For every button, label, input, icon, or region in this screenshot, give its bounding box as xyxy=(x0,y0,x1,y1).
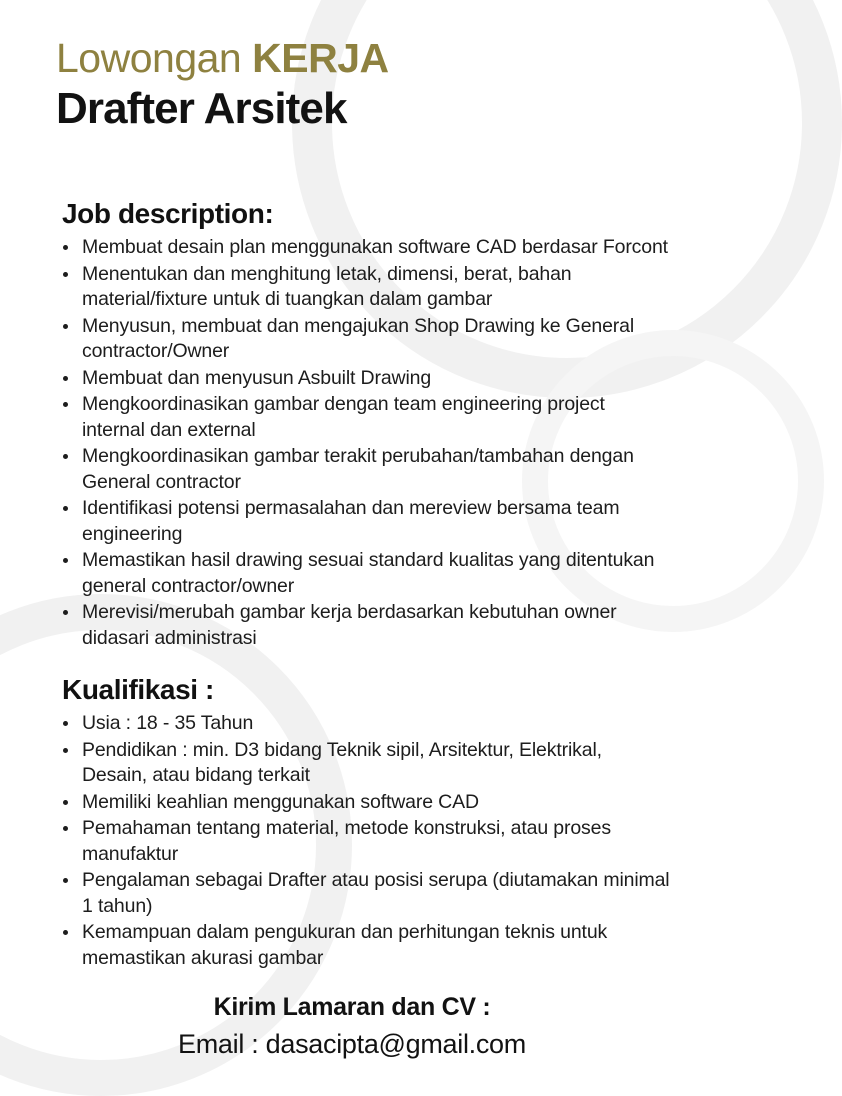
list-item: Mengkoordinasikan gambar terakit perubahan/tambahan dengan General contractor xyxy=(62,444,670,495)
list-item: Usia : 18 - 35 Tahun xyxy=(62,711,670,737)
job-description-section xyxy=(0,197,704,651)
contact-email-text: Email : dasacipta@gmail.com xyxy=(178,1029,526,1059)
list-item: Menentukan dan menghitung letak, dimensi, berat, bahan material/fixture untuk di tuangkan dalam gambar xyxy=(62,262,670,313)
list-item: Membuat dan menyusun Asbuilt Drawing xyxy=(62,366,670,392)
title-word-lowongan: Lowongan xyxy=(56,35,253,81)
qualifications-list xyxy=(62,711,670,971)
list-item: Kemampuan dalam pengukuran dan perhitungan teknis untuk memastikan akurasi gambar xyxy=(62,920,670,971)
list-item: Memiliki keahlian menggunakan software CAD xyxy=(62,790,670,816)
poster-title-block xyxy=(0,0,704,135)
contact-footer xyxy=(0,991,704,1062)
apply-instruction-text: Kirim Lamaran dan CV : xyxy=(213,993,491,1021)
job-description-list xyxy=(62,235,670,651)
list-item: Pendidikan : min. D3 bidang Teknik sipil, Arsitektur, Elektrikal, Desain, atau bidang terkait xyxy=(62,738,670,789)
list-item: Memastikan hasil drawing sesuai standard kualitas yang ditentukan general contractor/owner xyxy=(62,548,670,599)
list-item: Merevisi/merubah gambar kerja berdasarkan kebutuhan owner didasari administrasi xyxy=(62,600,670,651)
qualifications-heading: Kualifikasi : xyxy=(62,674,214,705)
qualifications-section xyxy=(0,673,704,971)
list-item: Membuat desain plan menggunakan software CAD berdasar Forcont xyxy=(62,235,670,261)
job-description-heading: Job description: xyxy=(62,198,274,229)
list-item: Mengkoordinasikan gambar dengan team engineering project internal dan external xyxy=(62,392,670,443)
list-item: Identifikasi potensi permasalahan dan mereview bersama team engineering xyxy=(62,496,670,547)
list-item: Pengalaman sebagai Drafter atau posisi serupa (diutamakan minimal 1 tahun) xyxy=(62,868,670,919)
list-item: Pemahaman tentang material, metode konstruksi, atau proses manufaktur xyxy=(62,816,670,867)
list-item: Menyusun, membuat dan mengajukan Shop Drawing ke General contractor/Owner xyxy=(62,314,670,365)
poster-title-position: Drafter Arsitek xyxy=(56,84,347,133)
title-word-kerja: KERJA xyxy=(252,35,389,81)
poster-title-primary xyxy=(56,34,704,82)
